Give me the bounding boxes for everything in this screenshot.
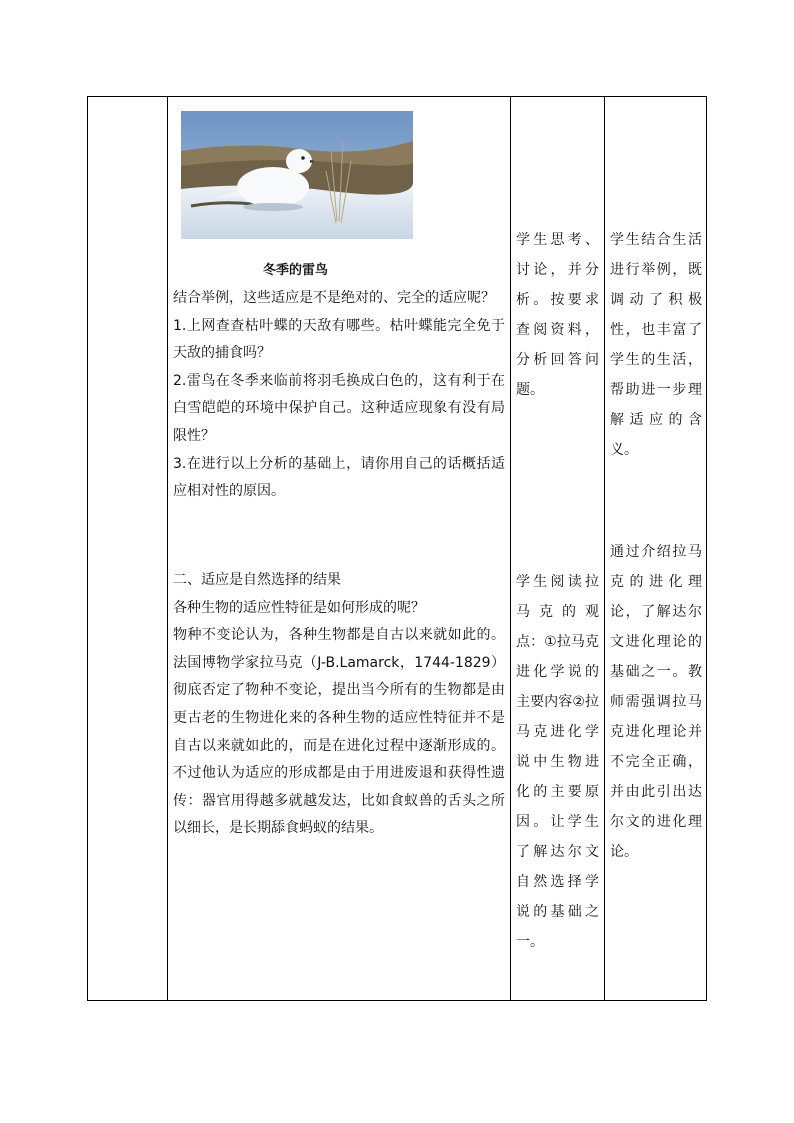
lesson-table xyxy=(87,96,707,1001)
student-activity-cell xyxy=(511,97,604,1000)
text-line: 结合举例，这些适应是不是绝对的、完全的适应呢？ xyxy=(173,290,495,306)
photo-caption: 冬季的雷鸟 xyxy=(262,263,328,278)
student-activity-text: 学生思考、讨论，并分析。按要求查阅资料，分析回答问题。 xyxy=(516,232,599,398)
question-block xyxy=(173,285,505,506)
design-intent-text: 学生结合生活进行举例，既调动了积极性，也丰富了学生的生活，帮助进一步理解适应的含义。 xyxy=(610,232,702,458)
ptarmigan-photo xyxy=(181,111,413,239)
teaching-content-cell xyxy=(168,97,510,1000)
text-line: 1.上网查查枯叶蝶的天敌有哪些。枯叶蝶能完全免于天敌的捕食吗？ xyxy=(173,317,505,362)
text-line: 3.在进行以上分析的基础上，请你用自己的话概括适应相对性的原因。 xyxy=(173,455,505,500)
student-activity-text: 学生阅读拉马克的观点：①拉马克进化学说的主要内容②拉马克进化学说中生物进化的主要原因。让学生了解达尔文自然选择学说的基础之一。 xyxy=(516,574,599,950)
section-heading: 二、适应是自然选择的结果 xyxy=(173,572,341,588)
text-line: 物种不变论认为，各种生物都是自古以来就如此的。法国博物学家拉马克（J-B.Lamarck，1744-1829）彻底否定了物种不变论，提出当今所有的生物都是由更古老的生物进化来的各种生物的适应性特征并不是自古以来就如此的，而是在进化过程中逐渐形成的。不过他认为适应的形成都是由于用进废退和获得性遗传：器官用得越多就越发达，比如食蚁兽的舌头之所以细长，是长期舔食蚂蚁的结果。 xyxy=(173,627,505,837)
text-line: 2.雷鸟在冬季来临前将羽毛换成白色的，这有利于在白雪皑皑的环境中保护自己。这种适应现象有没有局限性？ xyxy=(173,372,505,444)
design-intent-text: 通过介绍拉马克的进化理论，了解达尔文进化理论的基础之一。教师需强调拉马克进化理论并不完全正确，并由此引出达尔文的进化理论。 xyxy=(610,544,702,860)
design-intent-cell xyxy=(605,97,707,1000)
section-block xyxy=(173,567,505,843)
text-line: 各种生物的适应性特征是如何形成的呢？ xyxy=(173,599,425,616)
